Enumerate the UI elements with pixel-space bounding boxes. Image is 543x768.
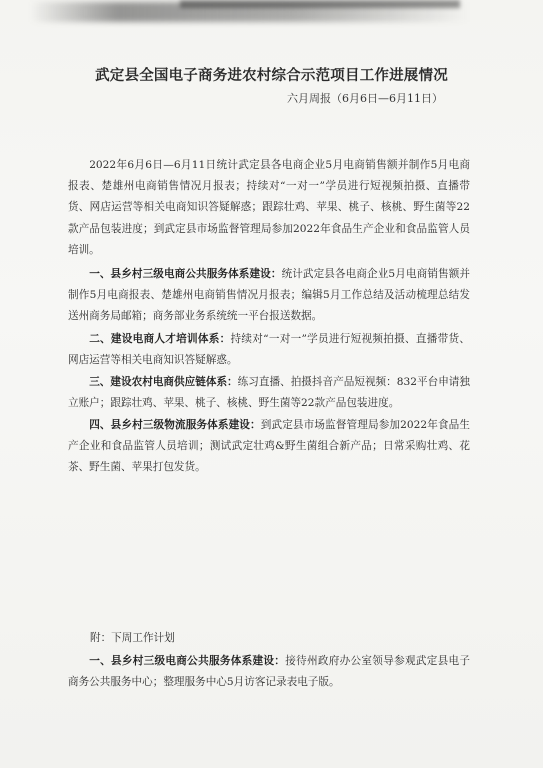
- scan-artifact-dark: [180, 0, 460, 8]
- appendix-paragraph: [68, 651, 470, 693]
- section-4-text: 到武定县市场监督管理局参加2022年食品生产企业和食品监管人员培训；测试武定壮鸡&野生菌组合新产品；日常采购壮鸡、花茶、野生菌、苹果打包发货。: [68, 419, 470, 474]
- section-3-heading: 三、建设农村电商供应链体系：: [89, 376, 238, 388]
- section-4-paragraph: [68, 415, 470, 479]
- appendix-text: 接待州政府办公室领导参观武定县电子商务公共服务中心；整理服务中心5月访客记录表电子版。: [68, 655, 471, 689]
- appendix-heading: 一、县乡村三级电商公共服务体系建设：: [89, 655, 286, 667]
- document-title: 武定县全国电子商务进农村综合示范项目工作进展情况: [95, 67, 448, 84]
- section-1-paragraph: [68, 264, 470, 328]
- section-2-text: 持续对“一对一”学员进行短视频拍摄、直播带货、网店运营等相关电商知识答疑解惑。: [68, 333, 470, 367]
- appendix-label: 附：下周工作计划: [90, 632, 175, 644]
- section-2-heading: 二、建设电商人才培训体系：: [89, 333, 231, 345]
- document-subtitle: 六月周报（6月6日—6月11日）: [287, 92, 443, 105]
- section-3-text: 练习直播、拍摄抖音产品短视频：832平台申请独立账户；跟踪壮鸡、苹果、桃子、核桃、野生菌等22款产品包装进度。: [68, 376, 471, 410]
- intro-paragraph: 2022年6月6日—6月11日统计武定县各电商企业5月电商销售额并制作5月电商报表、楚雄州电商销售情况月报表；持续对“一对一”学员进行短视频拍摄、直播带货、网店运营等相关电商知识答疑解惑；跟踪壮鸡、苹果、桃子、核桃、野生菌等22款产品包装进度；到武定县市场监督管理局参加2022年食品生产企业和食品监管人员培训。: [68, 159, 470, 256]
- section-1-heading: 一、县乡村三级电商公共服务体系建设：: [89, 268, 282, 280]
- section-2-paragraph: [68, 329, 470, 371]
- section-4-heading: 四、县乡村三级物流服务体系建设：: [89, 419, 261, 431]
- section-1-text: 统计武定县各电商企业5月电商销售额并制作5月电商报表、楚雄州电商销售情况月报表；编辑5月工作总结及活动梳理总结发送州商务局邮箱；商务部业务系统统一平台报送数据。: [68, 268, 470, 323]
- section-3-paragraph: [68, 372, 470, 414]
